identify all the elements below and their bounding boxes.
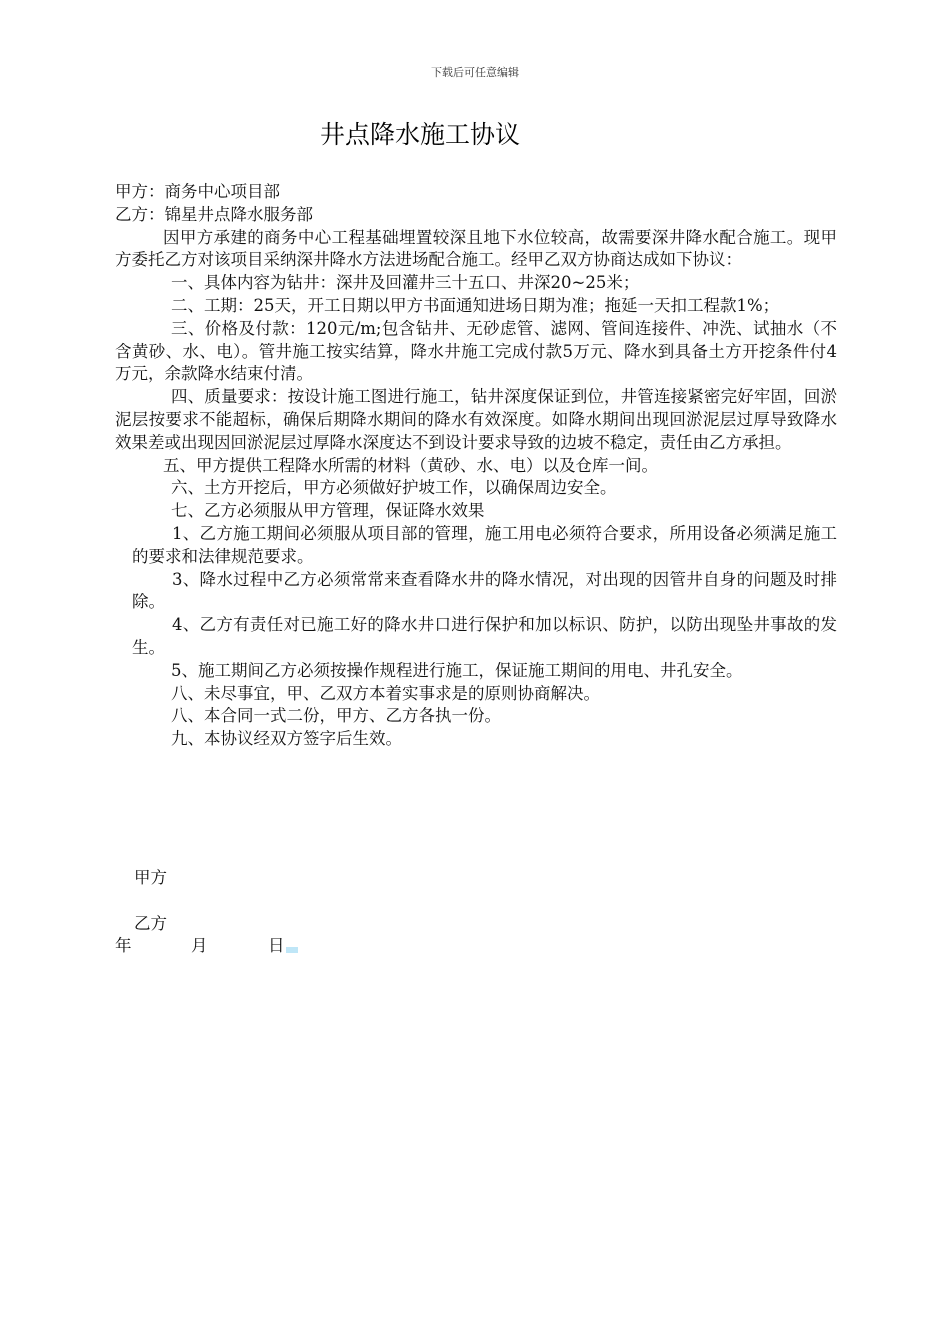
closing-clause-2: 八、本合同一式二份，甲方、乙方各执一份。 [171,706,501,726]
document-title: 井点降水施工协议 [319,120,520,149]
closing-clause-1: 八、未尽事宜，甲、乙双方本着实事求是的原则协商解决。 [171,683,600,703]
agreement-body [115,181,837,751]
clause-7: 七、乙方必须服从甲方管理，保证降水效果 [171,501,485,521]
sub-item-1: 1、乙方施工期间必须服从项目部的管理，施工用电必须符合要求，所用设备必须满足施工的要求和法律规范要求。 [132,523,837,566]
date-day-label: 日 [268,936,285,955]
party-b-line: 乙方：锦星井点降水服务部 [115,204,313,224]
party-a-line: 甲方：商务中心项目部 [115,182,280,201]
intro-paragraph: 因甲方承建的商务中心工程基础埋置较深且地下水位较高，故需要深井降水配合施工。现甲方委托乙方对该项目采纳深井降水方法进场配合施工。经甲乙双方协商达成如下协议： [115,227,837,270]
sub-item-4: 4、乙方有责任对已施工好的降水井口进行保护和加以标识、防护，以防出现坠井事故的发生。 [132,615,837,657]
clause-4: 四、质量要求：按设计施工图进行施工，钻井深度保证到位，井管连接紧密完好牢固，回淤泥层按要求不能超标，确保后期降水期间的降水有效深度。如降水期间出现回淤泥层过厚导致降水效果差或出现因回淤泥层过厚降水深度达不到设计要求导致的边坡不稳定，责任由乙方承担。 [115,387,837,452]
closing-clause-3: 九、本协议经双方签字后生效。 [171,729,402,749]
clause-1: 一、具体内容为钻井：深井及回灌井三十五口、井深20~25米； [171,273,640,293]
sub-item-3: 3、降水过程中乙方必须常常来查看降水井的降水情况，对出现的因管井自身的问题及时排除。 [132,569,837,612]
clause-5: 五、甲方提供工程降水所需的材料（黄砂、水、电）以及仓库一间。 [163,455,658,475]
signature-party-b: 乙方 [134,914,167,933]
date-year-label: 年 [115,936,132,955]
sub-item-5: 5、施工期间乙方必须按操作规程进行施工，保证施工期间的用电、井孔安全。 [171,660,743,680]
clause-3: 三、价格及付款：120元/m;包含钻井、无砂虑管、滤网、管间连接件、冲洗、试抽水（不含黄砂、水、电）。管井施工按实结算，降水井施工完成付款5万元、降水到具备土方开挖条件付4万元，余款降水结束付清。 [115,318,837,384]
date-day-group [268,935,298,957]
signature-party-a: 甲方 [134,868,167,887]
page-header-note: 下载后可任意编辑 [431,66,519,79]
date-month-label: 月 [191,936,208,955]
clause-6: 六、土方开挖后，甲方必须做好护坡工作，以确保周边安全。 [171,478,617,498]
clause-2: 二、工期：25天，开工日期以甲方书面通知进场日期为准；拖延一天扣工程款1%； [171,295,780,315]
highlight-mark [286,947,298,953]
